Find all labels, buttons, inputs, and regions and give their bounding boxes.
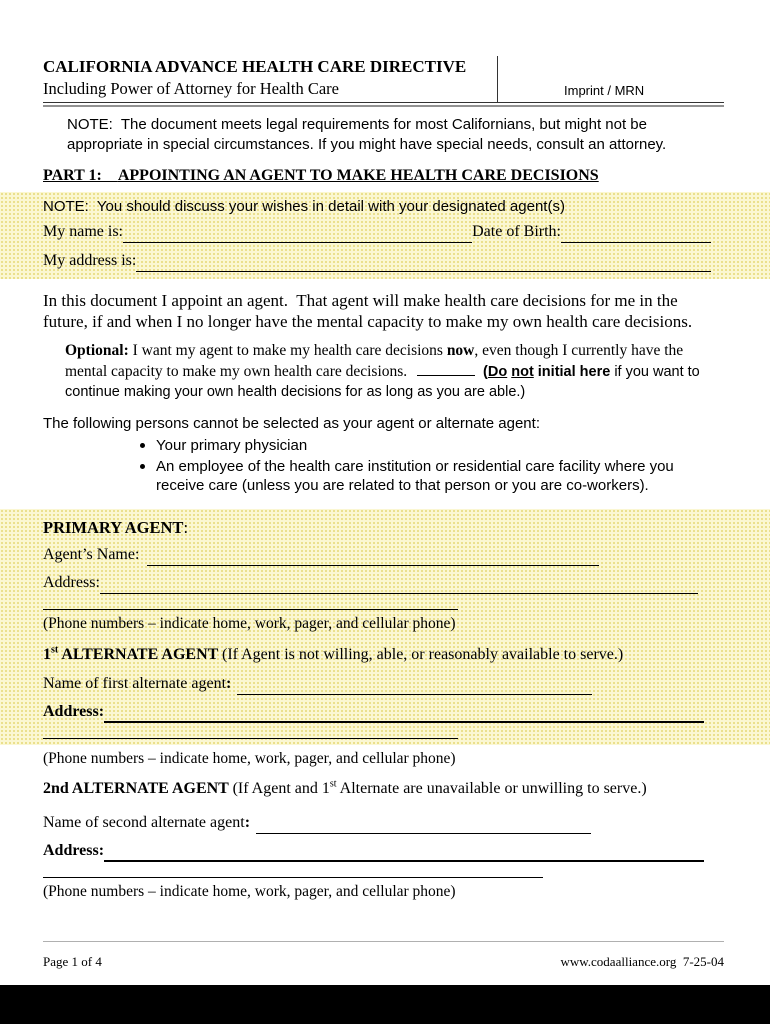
alt2-heading	[43, 779, 724, 799]
alt1-address-blank-line-2	[43, 725, 458, 739]
list-item	[140, 436, 724, 455]
my-address-blank-line	[136, 250, 711, 272]
alt2-address-row	[43, 840, 724, 862]
highlighted-section-2	[0, 509, 770, 745]
source-note: www.codaalliance.org 7-25-04	[560, 954, 724, 969]
alt2-title: 2nd ALTERNATE AGENT	[43, 780, 233, 798]
document-header	[43, 56, 724, 103]
primary-agent-title: PRIMARY AGENT	[43, 518, 184, 538]
date-of-birth-blank-line	[561, 221, 711, 243]
my-address-label: My address is:	[43, 251, 137, 269]
bullet-icon	[140, 464, 145, 469]
bullet-icon	[140, 443, 145, 448]
alt2-ordinal: st	[329, 778, 337, 790]
alt2-condition-text-a: (If Agent and 1	[232, 780, 330, 798]
optional-paragraph	[65, 341, 710, 402]
primary-agent-address-row	[43, 572, 724, 594]
discuss-wishes-note: NOTE: You should discuss your wishes in detail with your designated agent(s)	[43, 197, 565, 215]
alt2-address-blank-line-2	[43, 864, 543, 878]
optional-text-a: I want my agent to make my health care decisions	[128, 342, 447, 360]
part1-label: PART 1:	[43, 166, 118, 184]
page-footer	[43, 941, 724, 970]
appointment-paragraph: In this document I appoint an agent. That agent will make health care decisions for me in the future, if and when I no longer have the mental capacity to make my own health care decisions.	[43, 290, 693, 331]
alt1-ordinal: st	[51, 644, 59, 656]
alt1-title: ALTERNATE AGENT	[58, 646, 222, 664]
primary-agent-address-blank-line-2	[43, 596, 458, 610]
alt2-phone-note: (Phone numbers – indicate home, work, pager, and cellular phone)	[43, 883, 456, 901]
optional-not: not	[511, 364, 534, 381]
alt2-name-colon: :	[244, 814, 251, 832]
scan-edge-bar	[0, 985, 770, 1024]
header-rule	[43, 105, 724, 107]
alt1-name-label: Name of first alternate agent	[43, 675, 227, 693]
alt1-number: 1	[43, 646, 51, 664]
document-title: CALIFORNIA ADVANCE HEALTH CARE DIRECTIVE	[43, 57, 467, 76]
bullet-text: Your primary physician	[156, 437, 308, 455]
title-block	[43, 56, 497, 103]
alt1-address-colon: :	[98, 703, 105, 721]
alt2-address-colon: :	[98, 842, 105, 860]
date-of-birth-label: Date of Birth:	[472, 222, 561, 240]
imprint-label: Imprint / MRN	[564, 83, 645, 98]
my-name-blank-line	[123, 221, 472, 243]
alt1-name-blank-line	[237, 673, 592, 695]
primary-agent-address-blank-line	[100, 572, 698, 594]
legal-requirements-note: NOTE: The document meets legal requirements for most Californians, but might not be appropriate in special circumstances. If you might have special needs, consult an attorney.	[67, 116, 667, 154]
primary-agent-name-row	[43, 544, 724, 566]
primary-agent-name-blank-line	[147, 544, 599, 566]
optional-text-c: if you want to continue making your own health decisions for as long as you are able.)	[65, 364, 700, 401]
alt2-name-label: Name of second alternate agent	[43, 814, 245, 832]
alt1-heading	[43, 644, 724, 665]
initials-blank-line	[417, 361, 475, 376]
alt1-condition-text: (If Agent is not willing, able, or reasonably available to serve.)	[222, 646, 624, 664]
part1-heading	[43, 166, 724, 186]
alt1-address-row	[43, 701, 724, 723]
my-address-row	[43, 250, 724, 272]
alt2-name-blank-line	[256, 812, 591, 834]
imprint-cell	[497, 56, 724, 103]
my-name-label: My name is:	[43, 222, 123, 240]
alt2-name-row	[43, 812, 724, 834]
highlighted-section-1	[0, 192, 770, 279]
optional-label: Optional:	[65, 342, 129, 360]
primary-agent-phone-note: (Phone numbers – indicate home, work, pager, and cellular phone)	[43, 615, 456, 633]
alt1-address-blank-line	[104, 701, 704, 723]
optional-now: now	[446, 342, 475, 360]
restriction-intro: The following persons cannot be selected as your agent or alternate agent:	[43, 415, 540, 433]
alt2-condition-text-b: Alternate are unavailable or unwilling to serve.)	[336, 780, 647, 798]
bullet-text: An employee of the health care institution or residential care facility where you receive care (unless you are related to that person or you are co-workers).	[156, 458, 674, 495]
restriction-list	[43, 436, 724, 495]
primary-agent-colon: :	[183, 518, 189, 538]
alt2-address-blank-line	[104, 840, 704, 862]
alt1-address-label: Address	[43, 703, 99, 721]
alt1-phone-note: (Phone numbers – indicate home, work, pager, and cellular phone)	[43, 750, 456, 768]
primary-agent-name-label: Agent’s Name:	[43, 546, 140, 564]
optional-initial-here: initial here	[537, 364, 611, 381]
part1-title: APPOINTING AN AGENT TO MAKE HEALTH CARE DECISIONS	[117, 166, 599, 184]
alt2-address-label: Address	[43, 842, 99, 860]
document-subtitle: Including Power of Attorney for Health Care	[43, 79, 340, 98]
optional-text-b: , even though I currently have the mental capacity to make my own health care decisions.	[65, 342, 684, 381]
alt1-name-colon: :	[226, 675, 232, 693]
primary-agent-address-label: Address:	[43, 574, 100, 592]
optional-open-paren: (	[483, 364, 488, 381]
alt1-name-row	[43, 673, 724, 695]
list-item	[140, 457, 724, 495]
primary-agent-heading	[43, 517, 724, 538]
my-name-row	[43, 221, 724, 243]
page-number: Page 1 of 4	[43, 954, 102, 969]
optional-do: Do	[487, 364, 508, 381]
